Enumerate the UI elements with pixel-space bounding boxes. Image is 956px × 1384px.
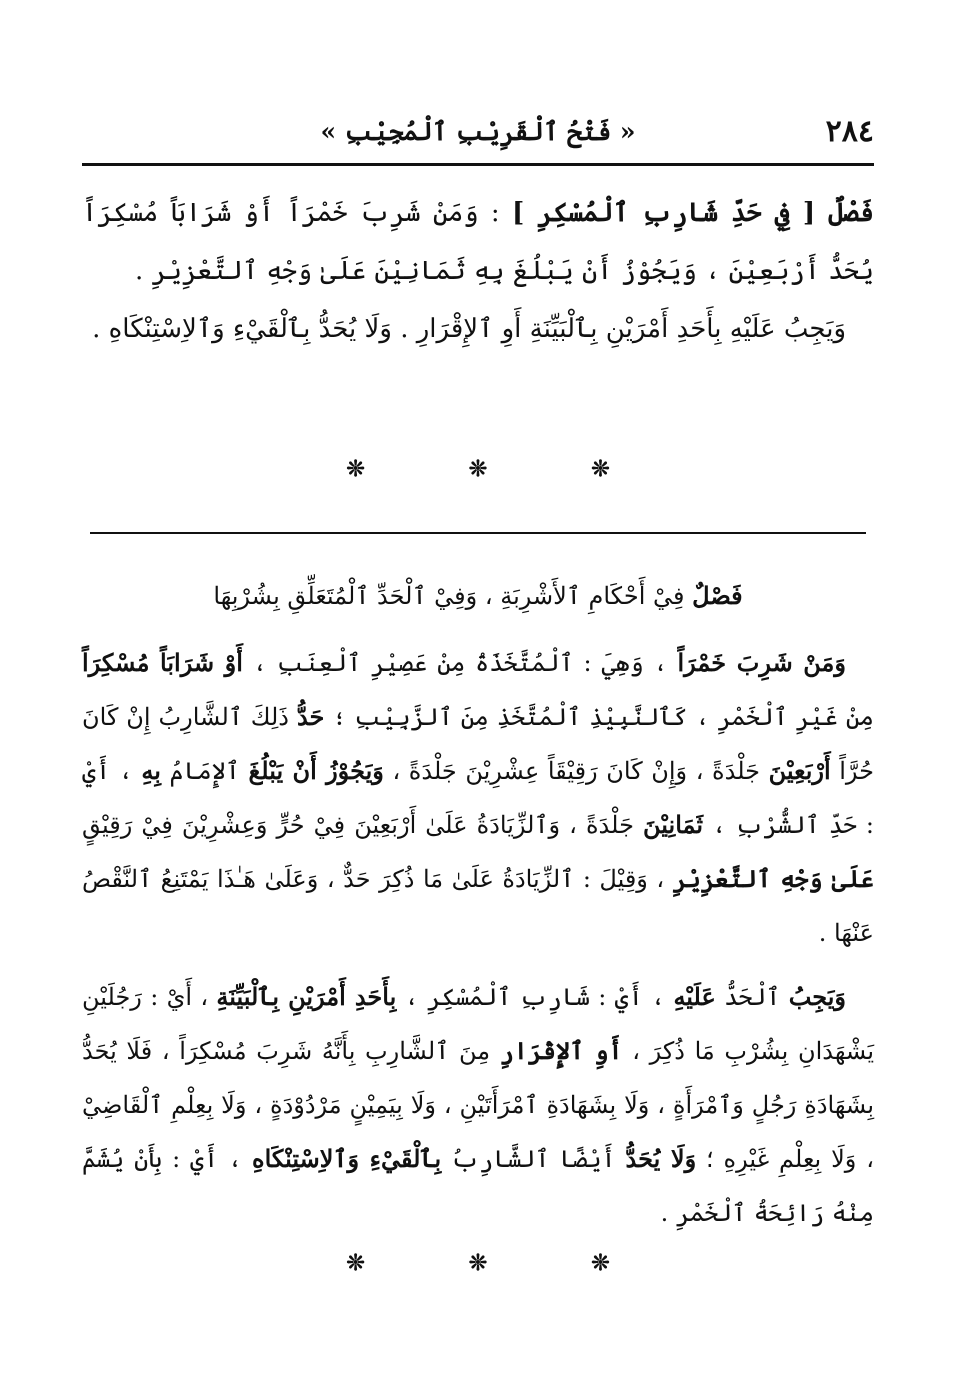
matn-quoted-text: ثَمَانِيْنَ <box>643 810 704 839</box>
matn-quoted-text: أَرْبَعِيْنَ <box>768 756 831 785</box>
text-separator-rule <box>90 532 866 534</box>
matn-quoted-text: وَيَجِبُ <box>788 982 847 1011</box>
commentary-segment: مِنَ ٱلشَّارِبِ بِأَنَّهُ شَرِبَ مُسْكِرَاً ، فَلَا يُحَدُّ بِشَهَادَةِ رَجُلٍ وَٱمْرَأَةٍ ، وَلَا بِشَهَادَةِ ٱمْرَأَتَيْنِ ، وَلَا بِيَمِيْنٍ مَرْدُوْدَةٍ ، وَلَا بِعِلْمِ ٱلْقَاضِيْ ، وَلَا بِعِلْمِ غَيْرِهِ ؛ <box>82 1037 874 1173</box>
matn-quoted-text: أَوِ ٱلإِقْرَارِ <box>499 1036 623 1065</box>
matn-quoted-text: بِهِ <box>141 756 161 785</box>
commentary-segment: جَلْدَةً ، وَإِنْ كَانَ رَقِيْقَاً عِشْرِيْنَ جَلْدَةً ، <box>383 757 769 785</box>
commentary-segment: ، أَيْ : شَارِبِ ٱلْمُسْكِرِ ، <box>396 983 674 1011</box>
commentary-segment: ذَلِكَ ٱلشَّارِبُ إِنْ كَانَ حُرَّاً <box>82 703 875 785</box>
page-header <box>82 110 874 154</box>
ornament-divider-top <box>0 456 956 482</box>
page-number: ٢٨٤ <box>825 114 874 149</box>
commentary-segment: ، وَهِيَ : ٱلْمُتَّخَذَةُ مِنْ عَصِيْرِ ٱلْعِنَبِ ، <box>242 649 678 677</box>
matn-paragraph-2: وَيَجِبُ عَلَيْهِ بِأَحَدِ أَمْرَيْنِ بِٱلْبَيِّنَةِ أَوِ ٱلإِقْرَارِ . وَلَا يُحَدُّ بِٱلْقَيْءِ وَٱلاِسْتِنْكَاهِ . <box>92 314 846 344</box>
asterism-ornament: ❊ <box>346 456 365 482</box>
commentary-segment: ، وَقِيْلَ : ٱلزِّيَادَةُ عَلَىٰ مَا ذُكِرَ حَدٌّ ، وَعَلَىٰ هَـٰذَا يَمْتَنِعُ ٱلنَّقْصُ عَنْهَا . <box>82 865 874 947</box>
asterism-ornament: ❊ <box>591 1250 610 1276</box>
commentary-segment: مِنْ غَيْرِ ٱلْخَمْرِ ، كَٱلنَّبِيْذِ ٱلْمُتَّخَذِ مِنَ ٱلزَّبِيْبِ ؛ <box>324 703 874 731</box>
matn-quoted-text: عَلَيْهِ <box>673 982 716 1011</box>
commentary-heading-bold: فَصْلٌ <box>692 581 743 610</box>
matn-quoted-text: حَدُّ <box>296 702 325 731</box>
matn-paragraph-1 <box>82 184 874 300</box>
matn-text <box>82 184 874 358</box>
header-rule <box>82 163 874 166</box>
asterism-ornament: ❊ <box>346 1250 365 1276</box>
commentary-segment: ، أَيْ : بِأَنْ يُشَمَّ مِنْهُ رَائِحَةُ ٱلْخَمْرِ . <box>82 1145 874 1227</box>
commentary-paragraph-1 <box>82 636 874 960</box>
ornament-divider-bottom <box>0 1250 956 1276</box>
asterism-ornament: ❊ <box>591 456 610 482</box>
matn-paragraph-1-text: : وَمَنْ شَرِبَ خَمْرَاً أَوْ شَرَابَاً مُسْكِرَاً يُحَدُّ أَرْبَعِيْنَ ، وَيَجُوْزُ أَنْ يَبْلُغَ بِهِ ثَمَانِيْنَ عَلَىٰ وَجْهِ ٱلتَّعْزِيْرِ . <box>82 198 874 286</box>
running-title: « فَتْحُ ٱلْقَرِيْبِ ٱلْمُجِيْبِ » <box>320 117 636 146</box>
commentary-segment: أَيْضًا ٱلشَّارِبُ <box>441 1145 626 1173</box>
matn-quoted-text: وَيَجُوْزُ أَنْ يَبْلُغَ <box>248 756 384 785</box>
commentary-heading-rest: فِيْ أَحْكَامِ ٱلأَشْرِبَةِ ، وَفِيْ ٱلْحَدِّ ٱلْمُتَعَلِّقِ بِشُرْبِهَا <box>213 582 693 610</box>
commentary-segment: جَلْدَةً ، وَٱلزِّيَادَةُ عَلَىٰ أَرْبَعِيْنَ فِيْ حُرٍّ وَعِشْرِيْنَ فِيْ رَقِيْقٍ <box>82 811 644 839</box>
matn-quoted-text: بِٱلْقَيْءِ وَٱلاِسْتِنْكَاهِ <box>252 1144 442 1173</box>
commentary-segment: ، أَيْ : حَدِّ ٱلشُّرْبِ ، <box>82 757 875 839</box>
matn-quoted-text: وَمَنْ شَرِبَ خَمْرَاً <box>677 648 847 677</box>
matn-quoted-text: بِأَحَدِ أَمْرَيْنِ بِٱلْبَيِّنَةِ <box>216 982 397 1011</box>
asterism-ornament: ❊ <box>468 1250 488 1276</box>
commentary-segment: ٱلإِمَامُ <box>160 757 249 785</box>
commentary-segment: ، أَيْ : رَجُلَيْنِ يَشْهَدَانِ بِشُرْبِ مَا ذُكِرَ ، <box>82 983 875 1065</box>
asterism-ornament: ❊ <box>468 456 488 482</box>
commentary-paragraph-2 <box>82 970 874 1240</box>
matn-quoted-text: وَلَا يُحَدُّ <box>625 1144 697 1173</box>
matn-quoted-text: عَلَىٰ وَجْهِ ٱلتَّعْزِيْرِ <box>672 864 874 893</box>
commentary-segment: ٱلْحَدُّ <box>715 983 789 1011</box>
commentary-text <box>82 636 874 1240</box>
matn-section-title: فَصْلٌ [ فِي حَدِّ شَارِبِ ٱلْمُسْكِرِ ] <box>511 198 874 228</box>
commentary-heading <box>82 574 874 618</box>
matn-quoted-text: أَوْ شَرَابَاً مُسْكِرَاً <box>82 648 243 677</box>
